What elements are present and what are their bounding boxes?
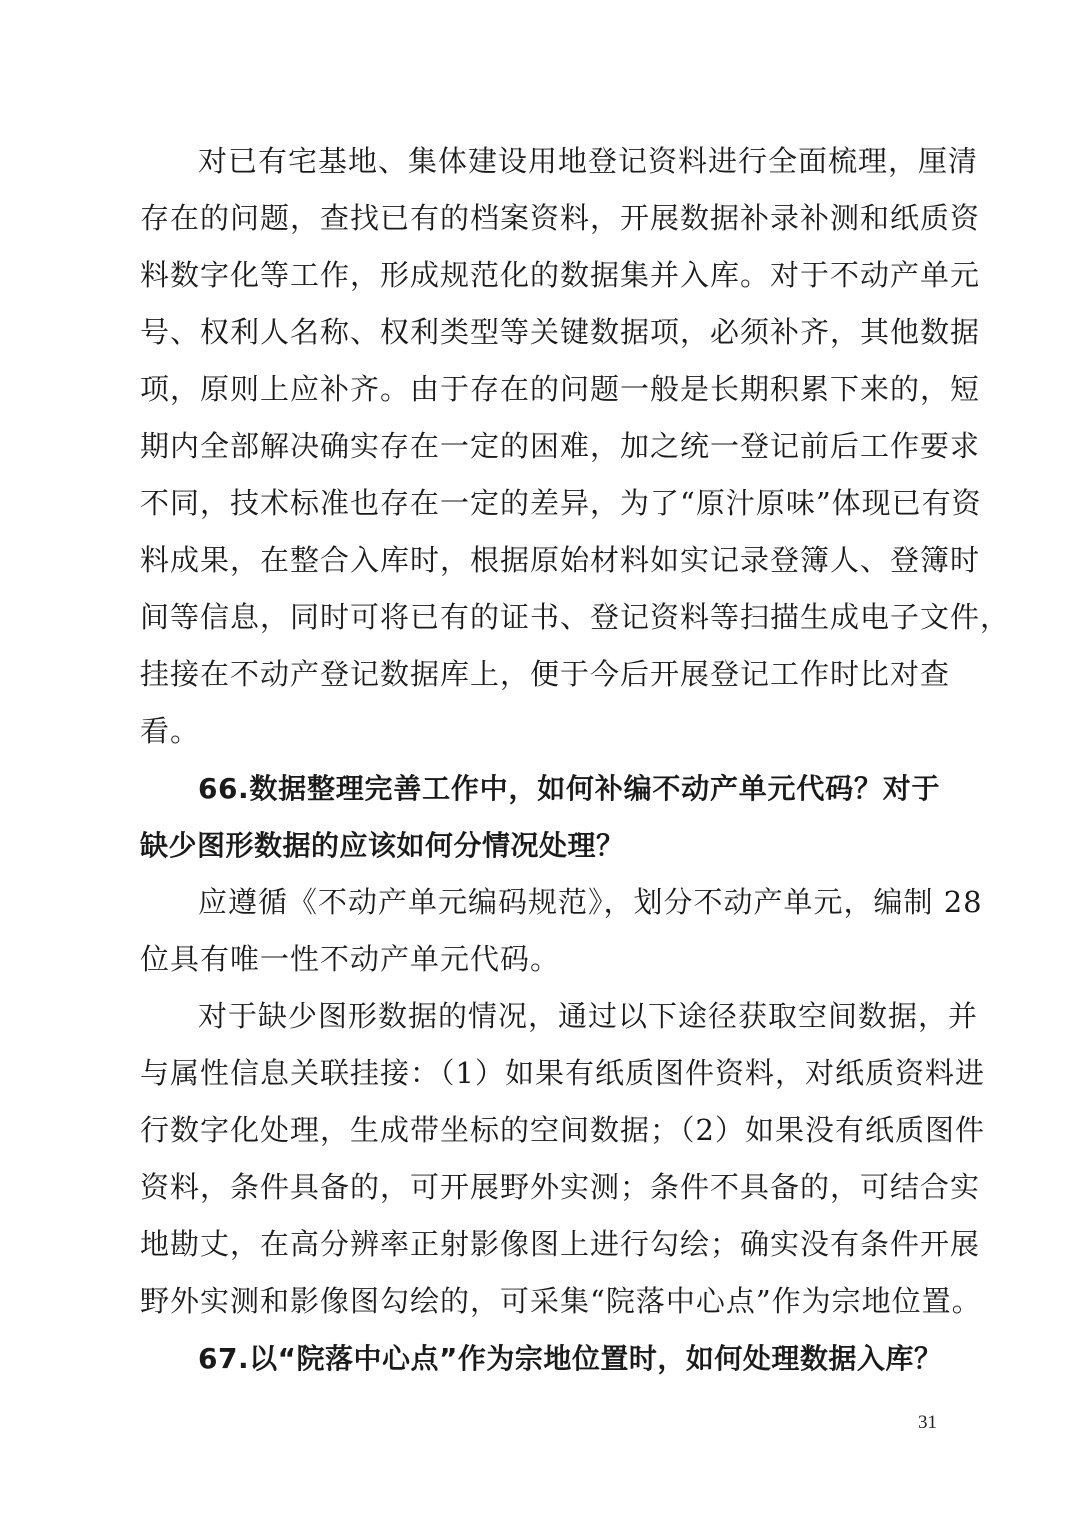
paragraph-line: 期内全部解决确实存在一定的困难，加之统一登记前后工作要求 <box>140 429 981 463</box>
paragraph-line: 不同，技术标准也存在一定的差异，为了“原汁原味”体现已有资 <box>140 486 982 520</box>
paragraph-line: 与属性信息关联挂接：（1）如果有纸质图件资料，对纸质资料进 <box>140 1056 985 1090</box>
paragraph-line: 项，原则上应补齐。由于存在的问题一般是长期积累下来的，短 <box>140 372 981 406</box>
paragraph-line: 料数字化等工作，形成规范化的数据集并入库。对于不动产单元 <box>140 258 981 292</box>
page-number: 31 <box>918 1412 937 1433</box>
question-heading: 67.以“院落中心点”作为宗地位置时，如何处理数据入库？ <box>198 1342 943 1375</box>
paragraph-line: 地勘丈，在高分辨率正射影像图上进行勾绘；确实没有条件开展 <box>140 1227 981 1261</box>
body-text <box>140 133 1011 1387</box>
paragraph-line: 应遵循《不动产单元编码规范》，划分不动产单元，编制 28 <box>198 885 983 919</box>
paragraph-line: 行数字化处理，生成带坐标的空间数据；（2）如果没有纸质图件 <box>140 1113 985 1147</box>
paragraph-line: 野外实测和影像图勾绘的，可采集“院落中心点”作为宗地位置。 <box>140 1284 982 1318</box>
question-heading: 缺少图形数据的应该如何分情况处理？ <box>140 829 625 862</box>
paragraph-line: 料成果，在整合入库时，根据原始材料如实记录登簿人、登簿时 <box>140 543 981 577</box>
question-heading: 66.数据整理完善工作中，如何补编不动产单元代码？对于 <box>198 772 940 805</box>
paragraph-line: 号、权利人名称、权利类型等关键数据项，必须补齐，其他数据 <box>140 315 981 349</box>
paragraph-line: 看。 <box>140 714 201 748</box>
paragraph-line: 间等信息，同时可将已有的证书、登记资料等扫描生成电子文件， <box>140 600 1011 634</box>
paragraph-line: 对于缺少图形数据的情况，通过以下途径获取空间数据，并 <box>198 999 979 1033</box>
paragraph-line: 位具有唯一性不动产单元代码。 <box>140 942 561 976</box>
paragraph-line: 挂接在不动产登记数据库上，便于今后开展登记工作时比对查 <box>140 657 951 691</box>
paragraph-line: 对已有宅基地、集体建设用地登记资料进行全面梳理，厘清 <box>198 144 979 178</box>
paragraph-line: 存在的问题，查找已有的档案资料，开展数据补录补测和纸质资 <box>140 201 981 235</box>
paragraph-line: 资料，条件具备的，可开展野外实测；条件不具备的，可结合实 <box>140 1170 981 1204</box>
